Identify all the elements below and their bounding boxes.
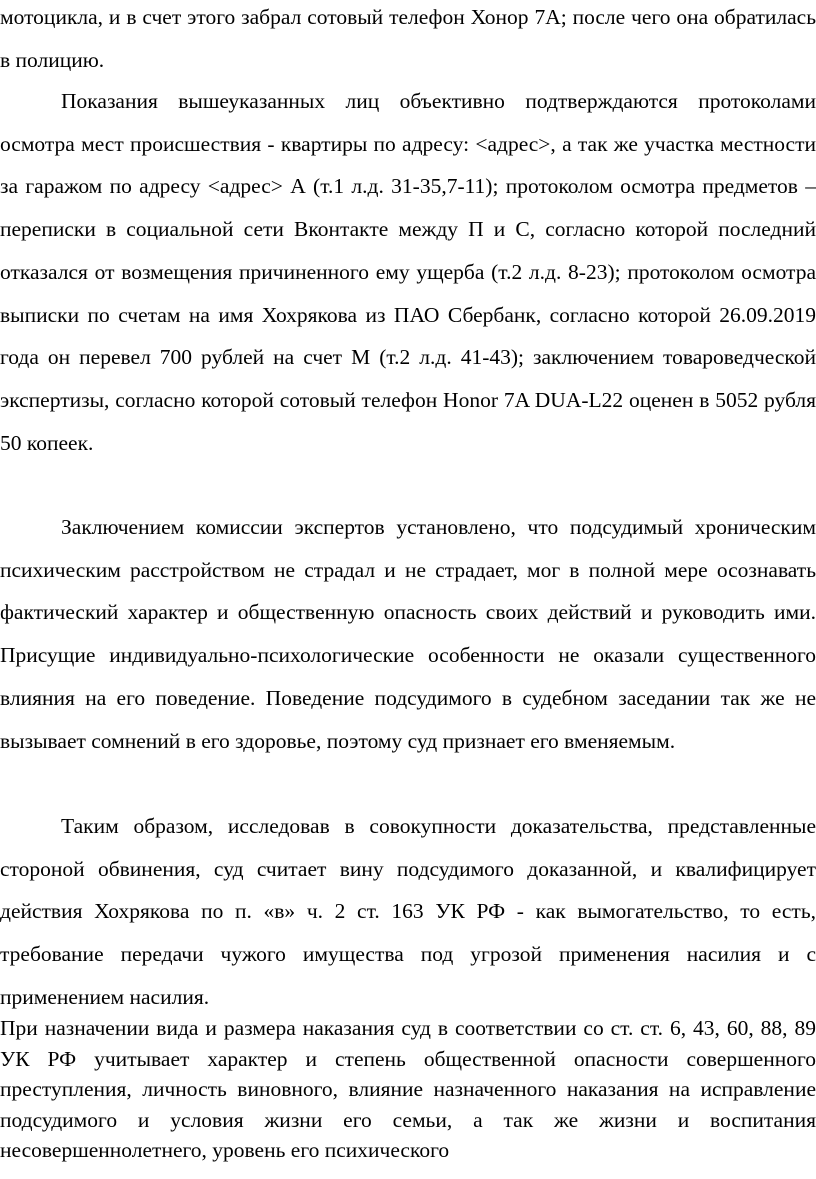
paragraph-evidence-protocols: Показания вышеуказанных лиц объективно подтверждаются протоколами осмотра мест происшествия - квартиры по адресу: <адрес>, а так же участка местности за гаражом по адресу <адрес> А (т.1 л.д. 31-35,7-11); протоколом осмотра предметов – переписки в социальной сети Вконтакте между П и С, согласно которой последний отказался от возмещения причиненного ему ущерба (т.2 л.д. 8-23); протоколом осмотра выписки по счетам на имя Хохрякова из ПАО Сбербанк, согласно которой 26.09.2019 года он перевел 700 рублей на счет М (т.2 л.д. 41-43); заключением товароведческой экспертизы, согласно которой сотовый телефон Honor 7A DUA-L22 оценен в 5052 рубля 50 копеек.	[0, 89, 816, 455]
paragraph-continuation: мотоцикла, и в счет этого забрал сотовый телефон Хонор 7А; после чего она обратилась в полицию.	[0, 5, 816, 72]
paragraph-expert-conclusion: Заключением комиссии экспертов установлено, что подсудимый хроническим психическим расстройством не страдал и не страдает, мог в полной мере осознавать фактический характер и общественную опасность своих действий и руководить ими. Присущие индивидуально-психологические особенности не оказали существенного влияния на его поведение. Поведение подсудимого в судебном заседании так же не вызывает сомнений в его здоровье, поэтому суд признает его вменяемым.	[0, 515, 816, 753]
paragraph-sentencing: При назначении вида и размера наказания суд в соответствии со ст. ст. 6, 43, 60, 88, 89 УК РФ учитывает характер и степень общественной опасности совершенного преступления, личность виновного, влияние назначенного наказания на исправление подсудимого и условия жизни его семьи, а так же жизни и воспитания несовершеннолетнего, уровень его психического	[0, 1016, 816, 1162]
paragraph-qualification: Таким образом, исследовав в совокупности доказательства, представленные стороной обвинения, суд считает вину подсудимого доказанной, и квалифицирует действия Хохрякова по п. «в» ч. 2 ст. 163 УК РФ - как вымогательство, то есть, требование передачи чужого имущества под угрозой применения насилия и с применением насилия.	[0, 814, 816, 1009]
